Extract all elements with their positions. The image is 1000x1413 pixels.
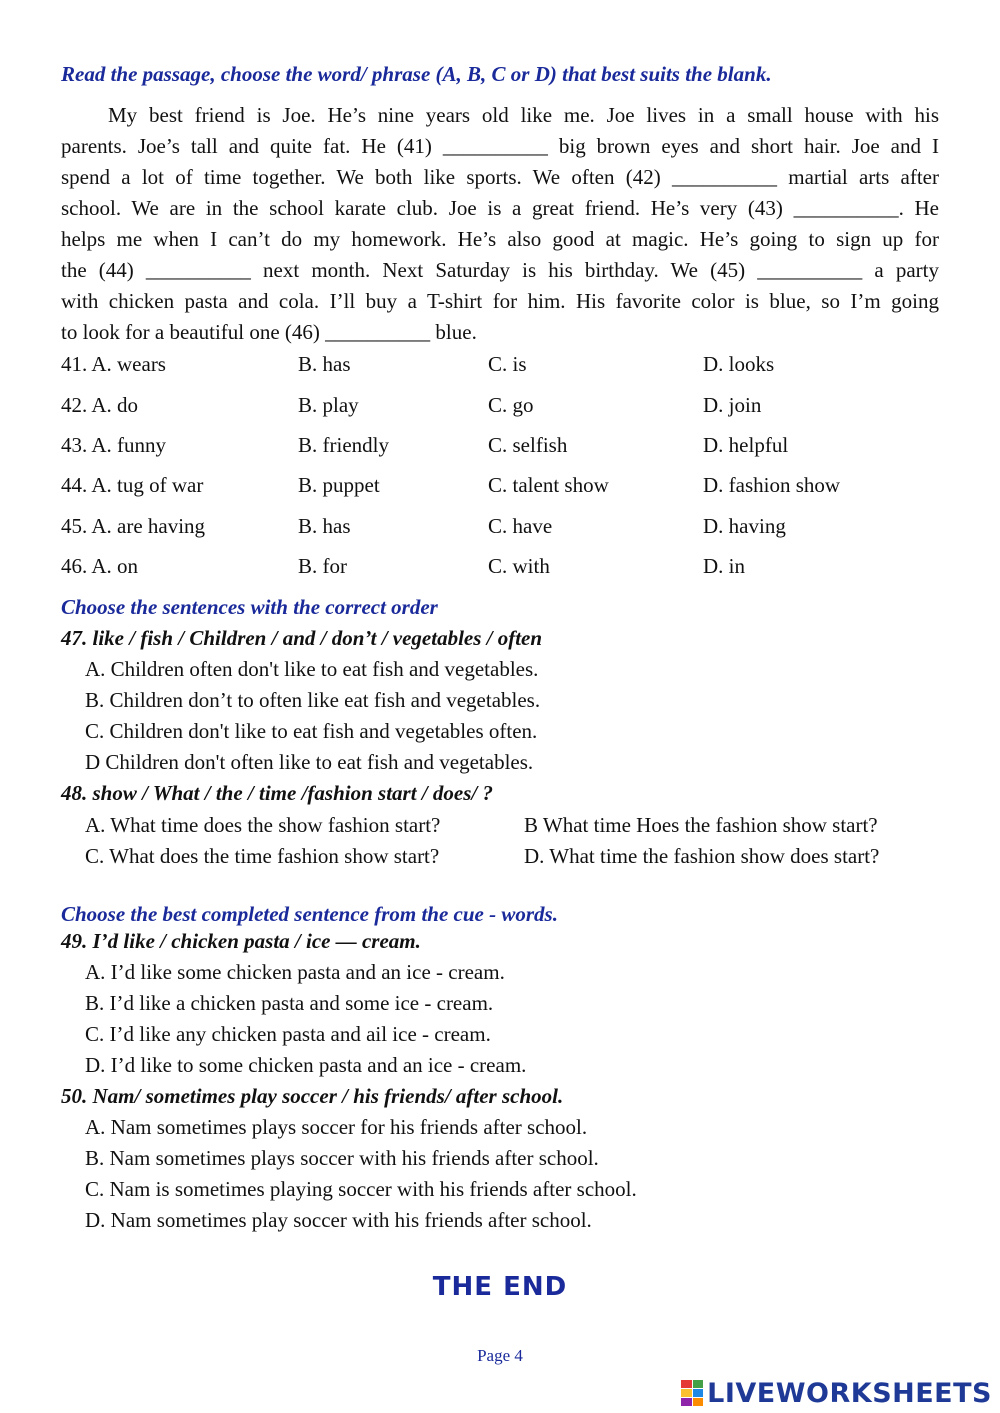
section2-heading: Choose the sentences with the correct order	[61, 595, 438, 619]
option-44-a[interactable]: 44. A. tug of war	[61, 473, 204, 497]
logo-block	[693, 1389, 704, 1397]
passage-line: school. We are in the school karate club. Joe is a great friend. He’s very (43) __________. He	[61, 196, 939, 220]
answer-49-b[interactable]: B. I’d like a chicken pasta and some ice - cream.	[85, 991, 494, 1015]
answer-50-c[interactable]: C. Nam is sometimes playing soccer with his friends after school.	[85, 1177, 637, 1201]
question-47-prompt: 47. like / fish / Children / and / don’t / vegetables / often	[61, 626, 543, 650]
option-43-b[interactable]: B. friendly	[298, 433, 389, 457]
answer-47-d[interactable]: D Children don't often like to eat fish and vegetables.	[85, 750, 534, 774]
answer-50-d[interactable]: D. Nam sometimes play soccer with his friends after school.	[85, 1208, 592, 1232]
option-41-a[interactable]: 41. A. wears	[61, 352, 166, 376]
logo-block	[681, 1398, 692, 1406]
page-number: Page 4	[477, 1346, 523, 1365]
liveworksheets-logo-text: LIVEWORKSHEETS	[707, 1377, 992, 1409]
question-48-prompt: 48. show / What / the / time /fashion start / does/ ?	[61, 781, 493, 805]
answer-49-c[interactable]: C. I’d like any chicken pasta and ail ice - cream.	[85, 1022, 491, 1046]
answer-48-c[interactable]: C. What does the time fashion show start?	[85, 844, 440, 868]
the-end-title: THE END	[432, 1272, 568, 1302]
logo-block	[693, 1380, 704, 1388]
option-42-d[interactable]: D. join	[703, 393, 762, 417]
option-41-c[interactable]: C. is	[488, 352, 527, 376]
option-42-a[interactable]: 42. A. do	[61, 393, 139, 417]
answer-48-b[interactable]: B What time Hoes the fashion show start?	[524, 813, 878, 837]
option-45-b[interactable]: B. has	[298, 514, 351, 538]
liveworksheets-logo-icon	[681, 1380, 703, 1406]
answer-50-a[interactable]: A. Nam sometimes plays soccer for his friends after school.	[85, 1115, 588, 1139]
option-43-d[interactable]: D. helpful	[703, 433, 789, 457]
passage-line: to look for a beautiful one (46) __________ blue.	[61, 320, 477, 344]
passage-line: My best friend is Joe. He’s nine years old like me. Joe lives in a small house with his	[108, 103, 939, 127]
passage-line: parents. Joe’s tall and quite fat. He (41) __________ big brown eyes and short hair. Joe and I	[61, 134, 939, 158]
option-44-d[interactable]: D. fashion show	[703, 473, 841, 497]
answer-49-a[interactable]: A. I’d like some chicken pasta and an ice - cream.	[85, 960, 505, 984]
question-50-prompt: 50. Nam/ sometimes play soccer / his friends/ after school.	[61, 1084, 564, 1108]
answer-48-d[interactable]: D. What time the fashion show does start?	[524, 844, 880, 868]
option-46-c[interactable]: C. with	[488, 554, 550, 578]
passage-line: the (44) __________ next month. Next Saturday is his birthday. We (45) __________ a party	[61, 258, 939, 282]
option-43-c[interactable]: C. selfish	[488, 433, 568, 457]
option-44-b[interactable]: B. puppet	[298, 473, 380, 497]
option-45-c[interactable]: C. have	[488, 514, 553, 538]
passage-line: helps me when I can’t do my homework. He’s also good at magic. He’s going to sign up for	[61, 227, 939, 251]
option-41-d[interactable]: D. looks	[703, 352, 775, 376]
logo-block	[693, 1398, 704, 1406]
option-44-c[interactable]: C. talent show	[488, 473, 609, 497]
liveworksheets-logo	[681, 1378, 992, 1408]
option-42-b[interactable]: B. play	[298, 393, 359, 417]
option-46-d[interactable]: D. in	[703, 554, 745, 578]
question-49-prompt: 49. I’d like / chicken pasta / ice — cream.	[61, 929, 421, 953]
option-46-a[interactable]: 46. A. on	[61, 554, 139, 578]
answer-47-b[interactable]: B. Children don’t to often like eat fish and vegetables.	[85, 688, 541, 712]
section1-heading: Read the passage, choose the word/ phrase (A, B, C or D) that best suits the blank.	[61, 62, 772, 86]
answer-47-a[interactable]: A. Children often don't like to eat fish and vegetables.	[85, 657, 539, 681]
passage-line: with chicken pasta and cola. I’ll buy a T-shirt for him. His favorite color is blue, so I’m going	[61, 289, 939, 313]
option-46-b[interactable]: B. for	[298, 554, 347, 578]
answer-50-b[interactable]: B. Nam sometimes plays soccer with his friends after school.	[85, 1146, 599, 1170]
option-45-a[interactable]: 45. A. are having	[61, 514, 206, 538]
option-41-b[interactable]: B. has	[298, 352, 351, 376]
passage-line: spend a lot of time together. We both like sports. We often (42) __________ martial arts after	[61, 165, 939, 189]
answer-49-d[interactable]: D. I’d like to some chicken pasta and an ice - cream.	[85, 1053, 527, 1077]
answer-47-c[interactable]: C. Children don't like to eat fish and vegetables often.	[85, 719, 538, 743]
section3-heading: Choose the best completed sentence from the cue - words.	[61, 902, 558, 926]
logo-block	[681, 1389, 692, 1397]
option-45-d[interactable]: D. having	[703, 514, 786, 538]
logo-block	[681, 1380, 692, 1388]
option-43-a[interactable]: 43. A. funny	[61, 433, 166, 457]
reading-passage	[61, 100, 939, 348]
option-42-c[interactable]: C. go	[488, 393, 534, 417]
answer-48-a[interactable]: A. What time does the show fashion start?	[85, 813, 441, 837]
